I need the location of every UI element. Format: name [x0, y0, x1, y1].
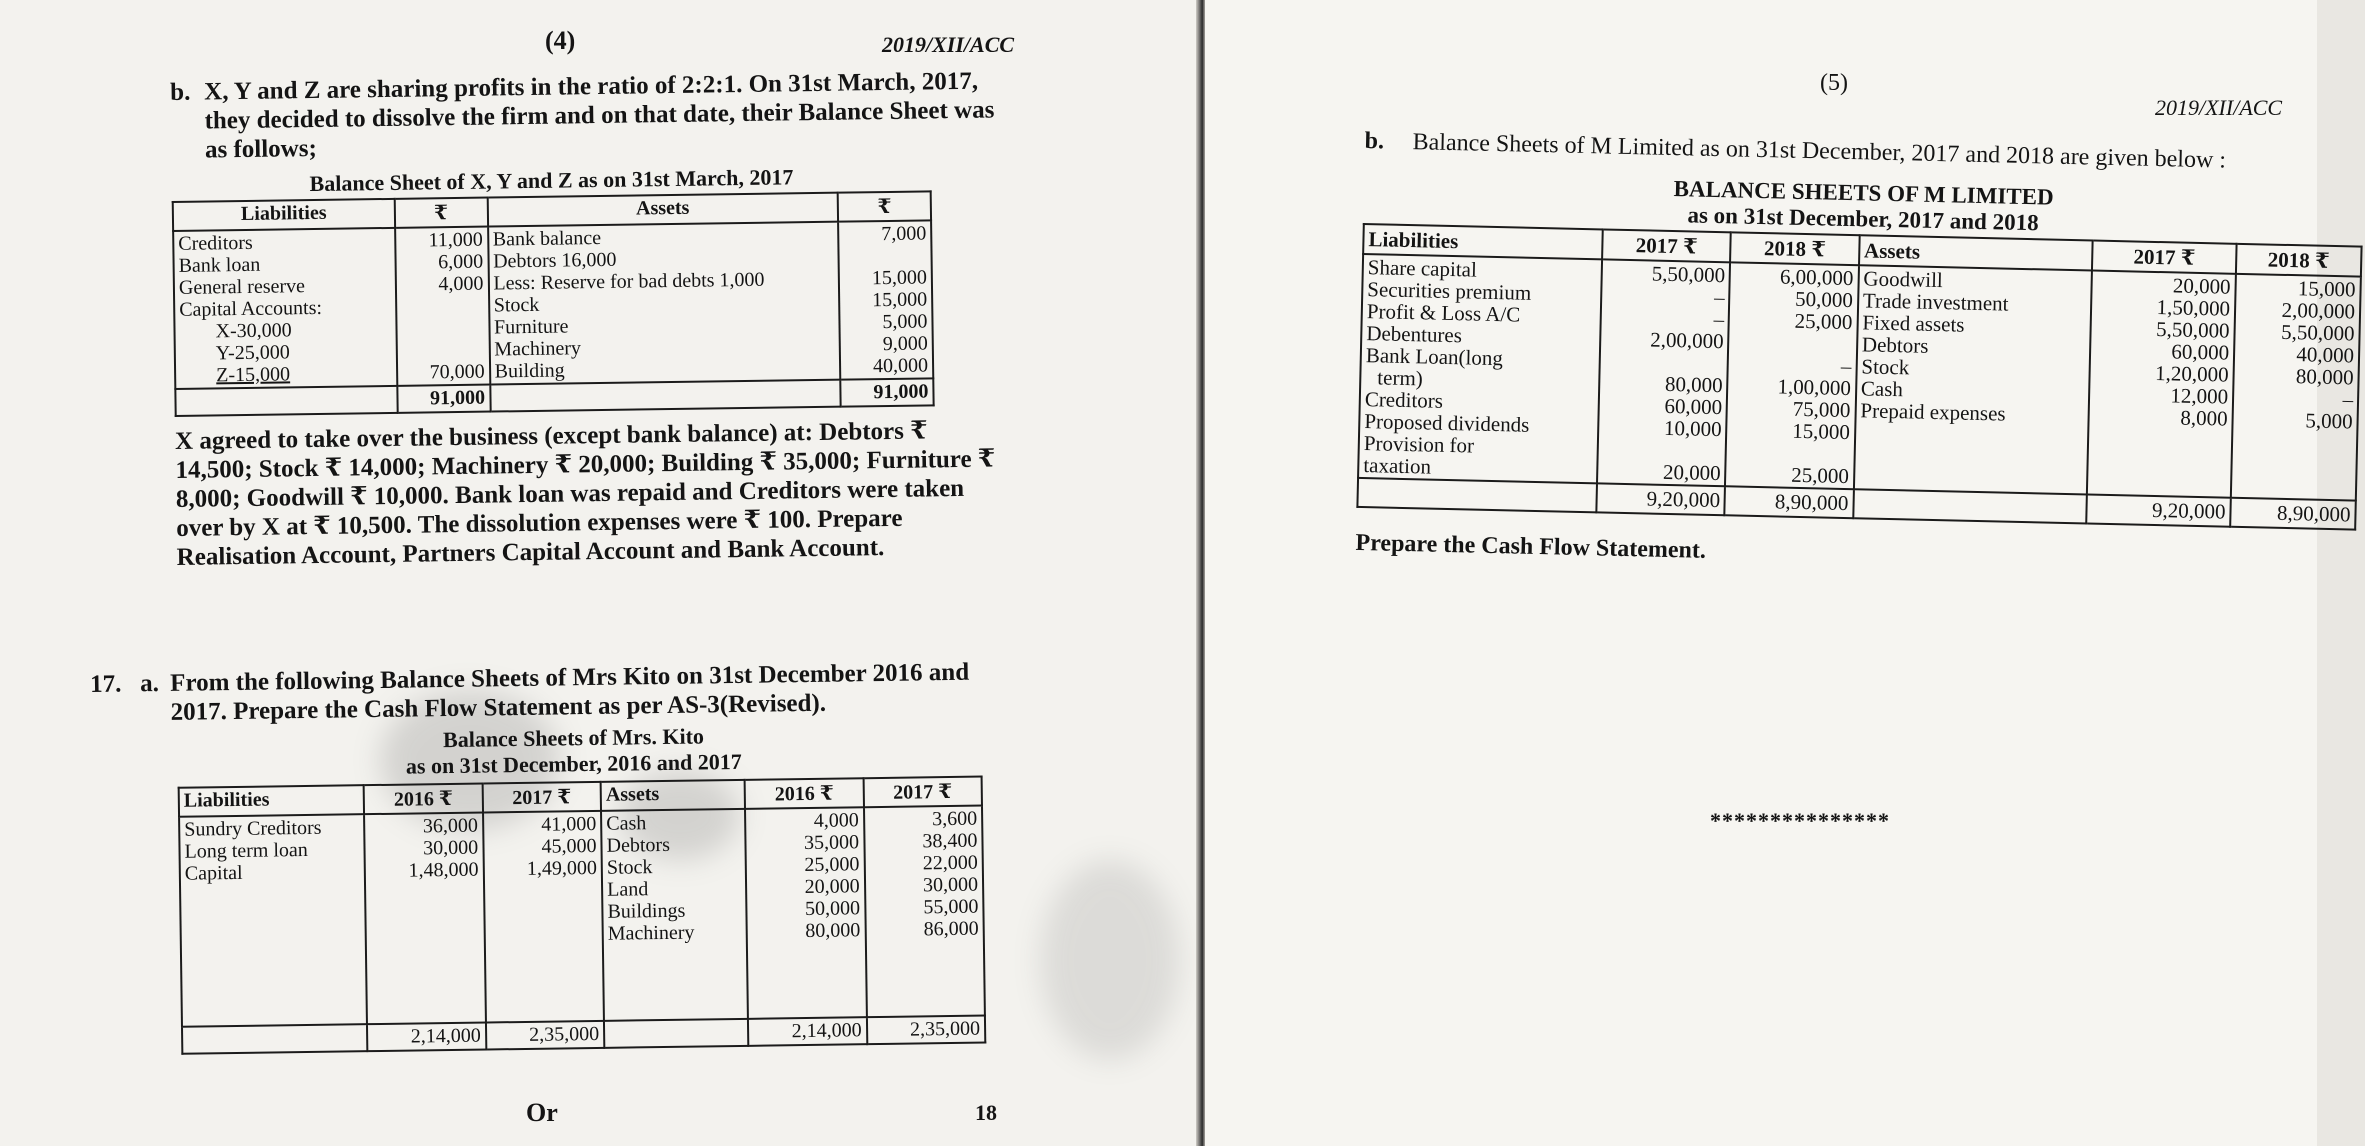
end-stars: *************** [1710, 808, 1890, 833]
assets-col [1854, 265, 2093, 494]
cell: 40,000 [2296, 342, 2355, 368]
table-caption-sub: as on 31st December, 2016 and 2017 [405, 748, 742, 779]
cell: Bank loan [178, 253, 261, 277]
total-liab-2017: 9,20,000 [1597, 483, 1726, 515]
col-header: Assets [601, 780, 746, 811]
cell: 5,000 [2305, 408, 2353, 434]
cell: Capital [184, 861, 243, 885]
cell: 4,000 [438, 272, 484, 296]
instruction: Prepare the Cash Flow Statement. [1355, 529, 1707, 564]
liab-amount-col [395, 227, 490, 386]
cell: 1,48,000 [408, 858, 479, 882]
question-details: X agreed to take over the business (except bank balance) at: Debtors ₹ 14,500; Stock ₹ 14,000; Machinery ₹ 20,000; Building ₹ 35,000; Furniture ₹ 8,000; Goodwill ₹ 10,000. Bank loan was repaid and Creditors were taken over by X at ₹ 10,500. The dissolution expenses were ₹ 100. Prepare Realisation Account, Partners Capital Account and Bank Account. [174, 417, 996, 571]
cell: Fixed assets [1862, 310, 1965, 337]
cell: Building [494, 359, 565, 383]
cell: Stock [606, 856, 653, 879]
col-header: Liabilities [1363, 224, 1603, 259]
asset-2017-col [864, 806, 985, 1018]
cell: 36,000 [422, 814, 479, 838]
right-page [1205, 0, 2356, 1146]
asset-2018-col [2231, 274, 2361, 501]
cell: Bank Loan(long [1365, 343, 1504, 371]
page-number: (4) [545, 26, 576, 55]
cell: Z-15,000 [216, 363, 291, 387]
cell: Trade investment [1862, 288, 2009, 316]
cell: 50,000 [1794, 286, 1854, 313]
cell: 45,000 [541, 834, 597, 858]
cell: Creditors [178, 231, 253, 255]
cell: – [2342, 387, 2354, 412]
cell: Y-25,000 [215, 341, 290, 365]
table-caption: Balance Sheet of X, Y and Z as on 31st March, 2017 [309, 164, 794, 197]
cell: term) [1377, 365, 1424, 391]
cell: 55,000 [923, 895, 979, 919]
liabilities-col [179, 814, 367, 1027]
cell: 25,000 [1790, 462, 1850, 489]
col-header: 2017 ₹ [863, 777, 982, 808]
cell: 5,50,000 [1651, 261, 1726, 288]
balance-sheet-kito [178, 776, 987, 1055]
cell: Profit & Loss A/C [1366, 299, 1521, 327]
total-asset-2017: 2,35,000 [867, 1016, 986, 1045]
total-asset-2018: 8,90,000 [2230, 498, 2356, 530]
cell: Cash [1860, 376, 1904, 402]
col-header: Liabilities [173, 199, 395, 231]
asset-2016-col [745, 807, 866, 1019]
cell: 15,000 [2297, 276, 2356, 302]
cell: 75,000 [1792, 396, 1851, 423]
cell: 9,000 [882, 332, 928, 356]
col-header: ₹ [838, 191, 931, 221]
cell: 25,000 [804, 853, 860, 877]
cell: 2,00,000 [2281, 297, 2356, 324]
cell: 6,00,000 [1779, 264, 1854, 291]
cell: 40,000 [872, 354, 929, 378]
cell [401, 339, 484, 362]
cell: 80,000 [1664, 371, 1723, 398]
cell: 60,000 [1664, 393, 1723, 420]
cell: Debentures [1366, 321, 1463, 348]
cell: 20,000 [2172, 273, 2231, 299]
cell: Buildings [607, 899, 686, 923]
cell: 80,000 [805, 919, 861, 943]
exam-code: 2019/XII/ACC [882, 32, 1015, 57]
cell: Less: Reserve for bad debts 1,000 [493, 268, 765, 295]
col-header: 2016 ₹ [364, 784, 483, 815]
question-text: Balance Sheets of M Limited as on 31st December, 2017 and 2018 are given below : [1412, 129, 2227, 174]
cell: 86,000 [923, 917, 979, 941]
table-caption-sub: as on 31st December, 2017 and 2018 [1687, 202, 2039, 236]
cell: 38,400 [922, 829, 978, 853]
col-header: 2017 ₹ [1602, 229, 1731, 262]
table-caption: BALANCE SHEETS OF M LIMITED [1673, 176, 2054, 210]
question-label: b. [1364, 128, 1385, 155]
col-header: 2016 ₹ [745, 778, 864, 809]
cell: 20,000 [804, 875, 860, 899]
cell: Bank balance [492, 226, 602, 251]
liab-2017-col [1597, 259, 1730, 486]
cell [844, 244, 927, 267]
asset-2017-col [2087, 271, 2236, 498]
total-assets: 91,000 [840, 378, 933, 406]
cell: Debtors [606, 833, 671, 857]
question-b [1355, 128, 2356, 578]
cell: Securities premium [1367, 277, 1532, 305]
cell: 30,000 [922, 873, 979, 897]
cell: 3,600 [932, 807, 978, 831]
total-asset-2016: 2,14,000 [748, 1017, 867, 1046]
liabilities-col [173, 228, 397, 389]
asset-amount-col [838, 220, 933, 379]
cell: 50,000 [804, 897, 861, 921]
question-text: From the following Balance Sheets of Mrs Kito on 31st December 2016 and 2017. Prepare the Cash Flow Statement as per AS-3(Revised). [170, 658, 970, 726]
cell: 41,000 [541, 812, 597, 836]
question-16b [170, 66, 1027, 572]
cell: Proposed dividends [1364, 409, 1530, 437]
cell: 7,000 [881, 222, 927, 246]
cell: – [1713, 284, 1725, 310]
cell: 5,50,000 [2155, 317, 2230, 343]
liabilities-col [1358, 254, 1602, 483]
cell: Sundry Creditors [184, 816, 322, 841]
cell: 4,000 [813, 809, 859, 832]
table-caption: Balance Sheets of Mrs. Kito [442, 723, 705, 753]
cell: 25,000 [1794, 308, 1853, 335]
total-liab-2018: 8,90,000 [1725, 486, 1854, 518]
cell: 60,000 [2171, 339, 2230, 365]
cell: Share capital [1367, 255, 1478, 282]
page-mark: 18 [975, 1100, 997, 1125]
total-asset-2017: 9,20,000 [2087, 494, 2231, 526]
cell: Stock [493, 293, 540, 317]
question-label: a. [140, 670, 160, 698]
question-label: b. [170, 78, 191, 106]
cell: Debtors [1861, 332, 1929, 358]
cell: 30,000 [423, 836, 479, 860]
cell: 11,000 [428, 228, 483, 252]
or-separator: Or [526, 1098, 558, 1127]
total-liabilities: 91,000 [397, 385, 490, 413]
question-text: X, Y and Z are sharing profits in the ratio of 2:2:1. On 31st March, 2017, they decided to dissolve the firm and on that date, their Balance Sheet was as follows; [204, 67, 995, 164]
cell: 15,000 [1791, 418, 1851, 445]
cell: Furniture [493, 315, 569, 339]
cell: 10,000 [1663, 415, 1722, 442]
col-header: Assets [1859, 235, 2093, 270]
cell: 8,000 [2180, 405, 2228, 431]
col-header: 2018 ₹ [2236, 244, 2362, 277]
cell: 1,49,000 [526, 856, 598, 880]
cell: 15,000 [872, 288, 928, 312]
assets-col [601, 809, 748, 1021]
cell [1731, 440, 1850, 465]
cell: Creditors [1364, 387, 1444, 413]
col-header: Assets [487, 193, 838, 227]
cell: Provision for [1363, 431, 1475, 458]
liab-2016-col [364, 813, 485, 1025]
cell: 1,50,000 [2156, 295, 2231, 321]
cell: Machinery [607, 921, 695, 945]
total-liab-2016: 2,14,000 [367, 1023, 486, 1052]
cell: taxation [1363, 453, 1432, 479]
cell: 2,00,000 [1649, 327, 1724, 354]
col-header: 2017 ₹ [482, 782, 601, 813]
cell: 1,00,000 [1777, 374, 1852, 401]
col-header: 2017 ₹ [2092, 241, 2236, 274]
question-17a [90, 657, 1025, 1056]
cell: Long term loan [184, 838, 309, 863]
col-header: 2018 ₹ [1730, 232, 1859, 265]
assets-col [488, 222, 841, 385]
exam-code: 2019/XII/ACC [2155, 95, 2283, 120]
cell: Capital Accounts: [179, 296, 323, 321]
cell: 6,000 [437, 250, 484, 274]
liab-2017-col [483, 811, 604, 1023]
cell: Land [607, 878, 649, 901]
cell: Goodwill [1863, 266, 1944, 293]
cell: General reserve [178, 275, 306, 299]
cell: Prepaid expenses [1860, 398, 2006, 426]
liab-2018-col [1725, 262, 1858, 489]
cell [1605, 350, 1724, 375]
cell: 12,000 [2170, 383, 2229, 409]
cell: Cash [606, 812, 647, 835]
cell: 5,000 [882, 310, 928, 334]
page-number: (5) [1820, 70, 1848, 96]
cell [1603, 437, 1722, 462]
cell: 15,000 [871, 266, 928, 290]
cell: Machinery [494, 337, 582, 361]
col-header: ₹ [394, 198, 487, 228]
total-liab-2017: 2,35,000 [486, 1021, 605, 1050]
cell: 5,50,000 [2280, 319, 2355, 346]
cell: – [1840, 353, 1852, 379]
question-number: 17. [90, 670, 122, 698]
cell: 22,000 [922, 851, 978, 875]
cell [401, 317, 484, 340]
cell: 1,20,000 [2154, 360, 2229, 387]
cell: Debtors 16,000 [492, 248, 617, 273]
cell: – [1713, 306, 1725, 332]
col-header: Liabilities [179, 785, 365, 817]
balance-sheet-m-limited [1356, 223, 2362, 531]
cell: X-30,000 [215, 319, 292, 343]
cell: 70,000 [429, 360, 485, 384]
cell: 80,000 [2295, 364, 2354, 390]
balance-sheet-xyz [172, 190, 935, 417]
cell [1733, 330, 1852, 355]
cell [401, 295, 484, 318]
cell: 20,000 [1662, 459, 1721, 486]
cell: Stock [1861, 354, 1910, 380]
cell: 35,000 [803, 831, 860, 855]
